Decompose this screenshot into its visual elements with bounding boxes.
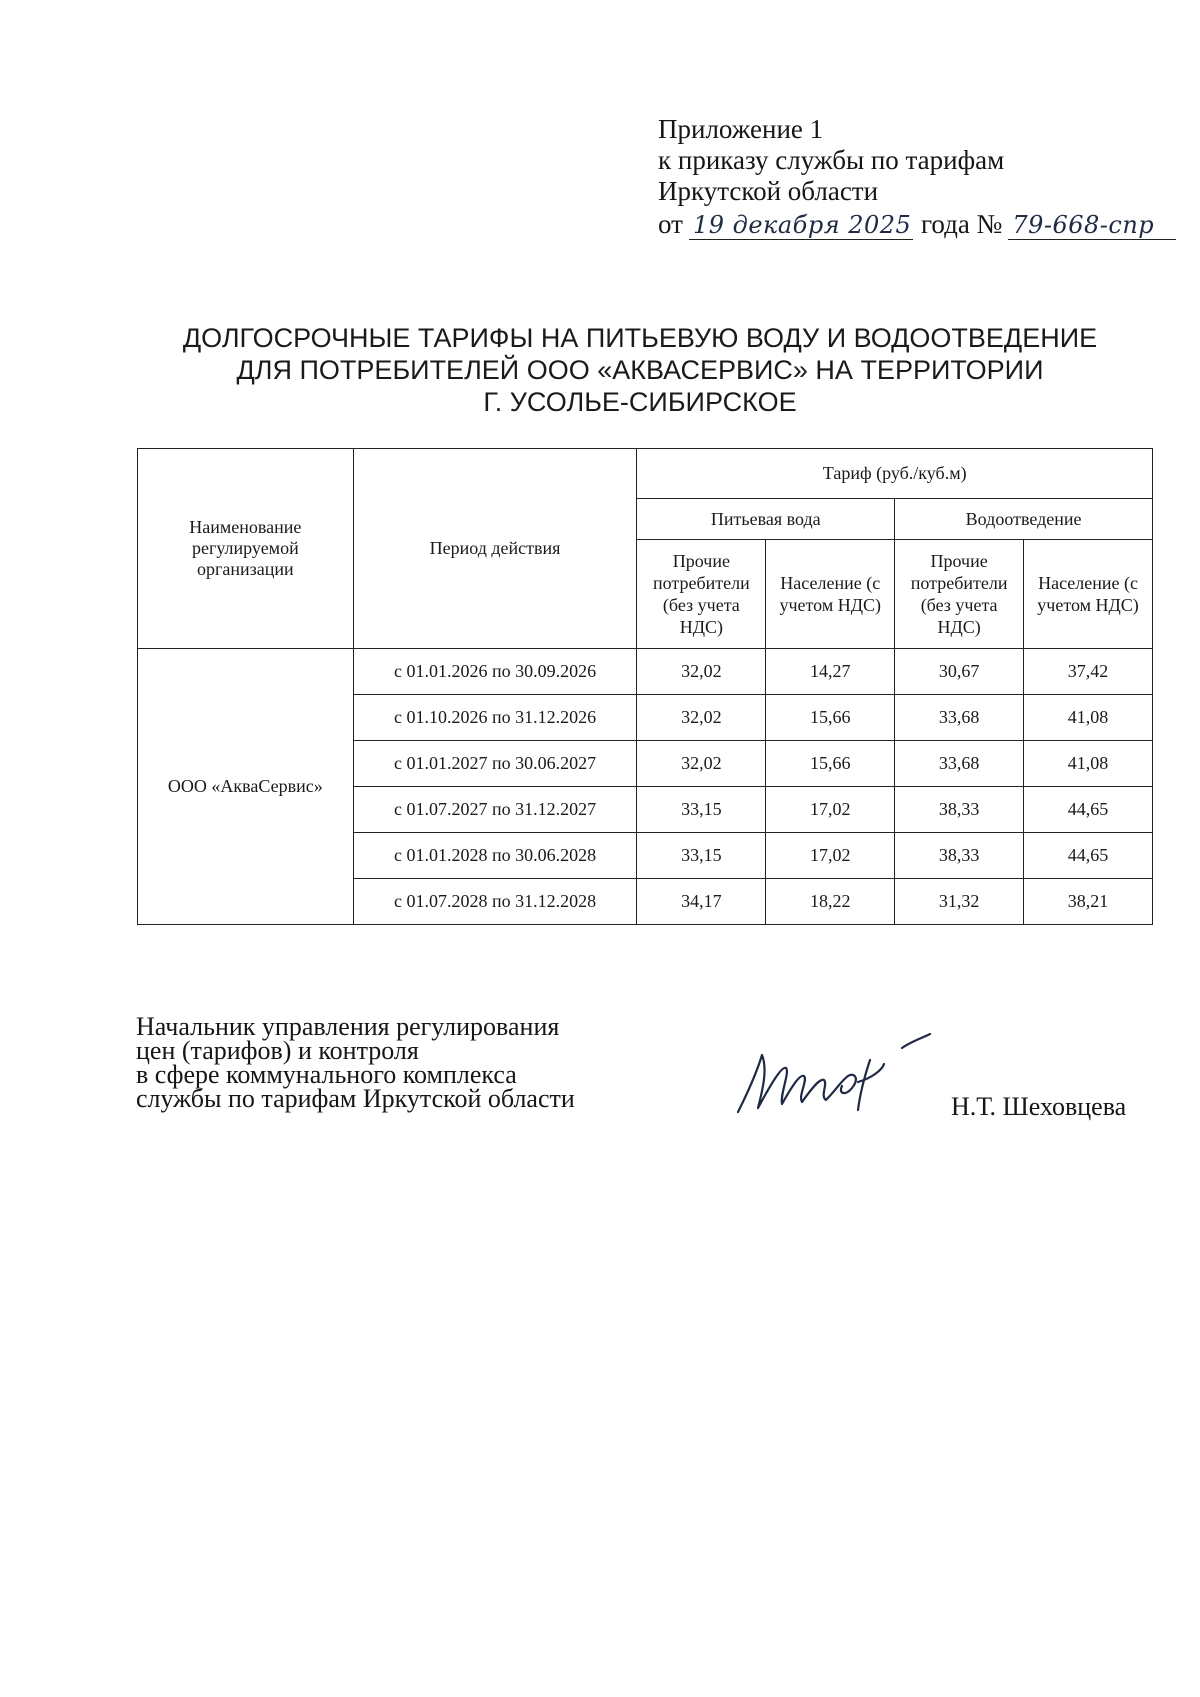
signer-line-4: службы по тарифам Иркутской области (136, 1084, 575, 1113)
signer-line-3: в сфере коммунального комплекса (136, 1060, 517, 1089)
water-other-cell: 32,02 (637, 695, 766, 741)
sewage-population-cell: 44,65 (1024, 787, 1153, 833)
tariffs-table (137, 448, 1153, 925)
header-drinking-water: Питьевая вода (637, 499, 895, 540)
sewage-other-cell: 33,68 (895, 741, 1024, 787)
period-cell: с 01.07.2028 по 31.12.2028 (353, 879, 637, 925)
water-population-cell: 15,66 (766, 741, 895, 787)
title-line-2: ДЛЯ ПОТРЕБИТЕЛЕЙ ООО «АКВАСЕРВИС» НА ТЕРРИТОРИИ (236, 355, 1044, 385)
water-other-cell: 32,02 (637, 741, 766, 787)
signee-name: Н.Т. Шеховцева (951, 1092, 1127, 1121)
header-water-population: Население (с учетом НДС) (766, 540, 895, 649)
handwritten-number: 79-668-спр (1012, 211, 1155, 239)
water-other-cell: 33,15 (637, 787, 766, 833)
header-sewage: Водоотведение (895, 499, 1153, 540)
header-sewage-population: Население (с учетом НДС) (1024, 540, 1153, 649)
annex-date-field (689, 209, 913, 240)
sewage-other-cell: 30,67 (895, 649, 1024, 695)
signer-line-2: цен (тарифов) и контроля (136, 1036, 419, 1065)
water-population-cell: 17,02 (766, 833, 895, 879)
header-water-other: Прочие потребители (без учета НДС) (637, 540, 766, 649)
water-population-cell: 17,02 (766, 787, 895, 833)
signer-position (136, 1012, 575, 1113)
signer-line-1: Начальник управления регулирования (136, 1012, 560, 1041)
period-cell: с 01.10.2026 по 31.12.2026 (353, 695, 637, 741)
period-cell: с 01.01.2028 по 30.06.2028 (353, 833, 637, 879)
sewage-population-cell: 38,21 (1024, 879, 1153, 925)
header-organization: Наименование регулируемой организации (138, 449, 354, 649)
header-row-top (138, 449, 1153, 499)
handwritten-signature (732, 1030, 962, 1130)
organization-cell: ООО «АкваСервис» (138, 649, 354, 925)
annex-year-label: года № (920, 209, 1003, 239)
sewage-other-cell: 33,68 (895, 695, 1024, 741)
water-other-cell: 33,15 (637, 833, 766, 879)
sewage-population-cell: 37,42 (1024, 649, 1153, 695)
title-line-3: Г. УСОЛЬЕ-СИБИРСКОЕ (483, 387, 797, 417)
annex-from-label: от (658, 209, 683, 239)
sewage-other-cell: 31,32 (895, 879, 1024, 925)
table-row (138, 649, 1153, 695)
header-tariff: Тариф (руб./куб.м) (637, 449, 1153, 499)
handwritten-date: 19 декабря 2025 (692, 211, 912, 239)
title-line-1: ДОЛГОСРОЧНЫЕ ТАРИФЫ НА ПИТЬЕВУЮ ВОДУ И ВОДООТВЕДЕНИЕ (182, 323, 1098, 353)
period-cell: с 01.01.2027 по 30.06.2027 (353, 741, 637, 787)
sewage-other-cell: 38,33 (895, 833, 1024, 879)
annex-block (658, 114, 1176, 240)
period-cell: с 01.01.2026 по 30.09.2026 (353, 649, 637, 695)
annex-date-number-line (658, 209, 1176, 240)
annex-order-ref: к приказу службы по тарифам (658, 145, 1005, 175)
water-other-cell: 34,17 (637, 879, 766, 925)
water-population-cell: 15,66 (766, 695, 895, 741)
document-title (180, 322, 1100, 418)
water-other-cell: 32,02 (637, 649, 766, 695)
sewage-population-cell: 41,08 (1024, 695, 1153, 741)
annex-number-field (1008, 209, 1176, 240)
water-population-cell: 14,27 (766, 649, 895, 695)
sewage-other-cell: 38,33 (895, 787, 1024, 833)
annex-title: Приложение 1 (658, 114, 824, 144)
period-cell: с 01.07.2027 по 31.12.2027 (353, 787, 637, 833)
sewage-population-cell: 41,08 (1024, 741, 1153, 787)
header-sewage-other: Прочие потребители (без учета НДС) (895, 540, 1024, 649)
sewage-population-cell: 44,65 (1024, 833, 1153, 879)
header-period: Период действия (353, 449, 637, 649)
water-population-cell: 18,22 (766, 879, 895, 925)
annex-region: Иркутской области (658, 176, 879, 206)
